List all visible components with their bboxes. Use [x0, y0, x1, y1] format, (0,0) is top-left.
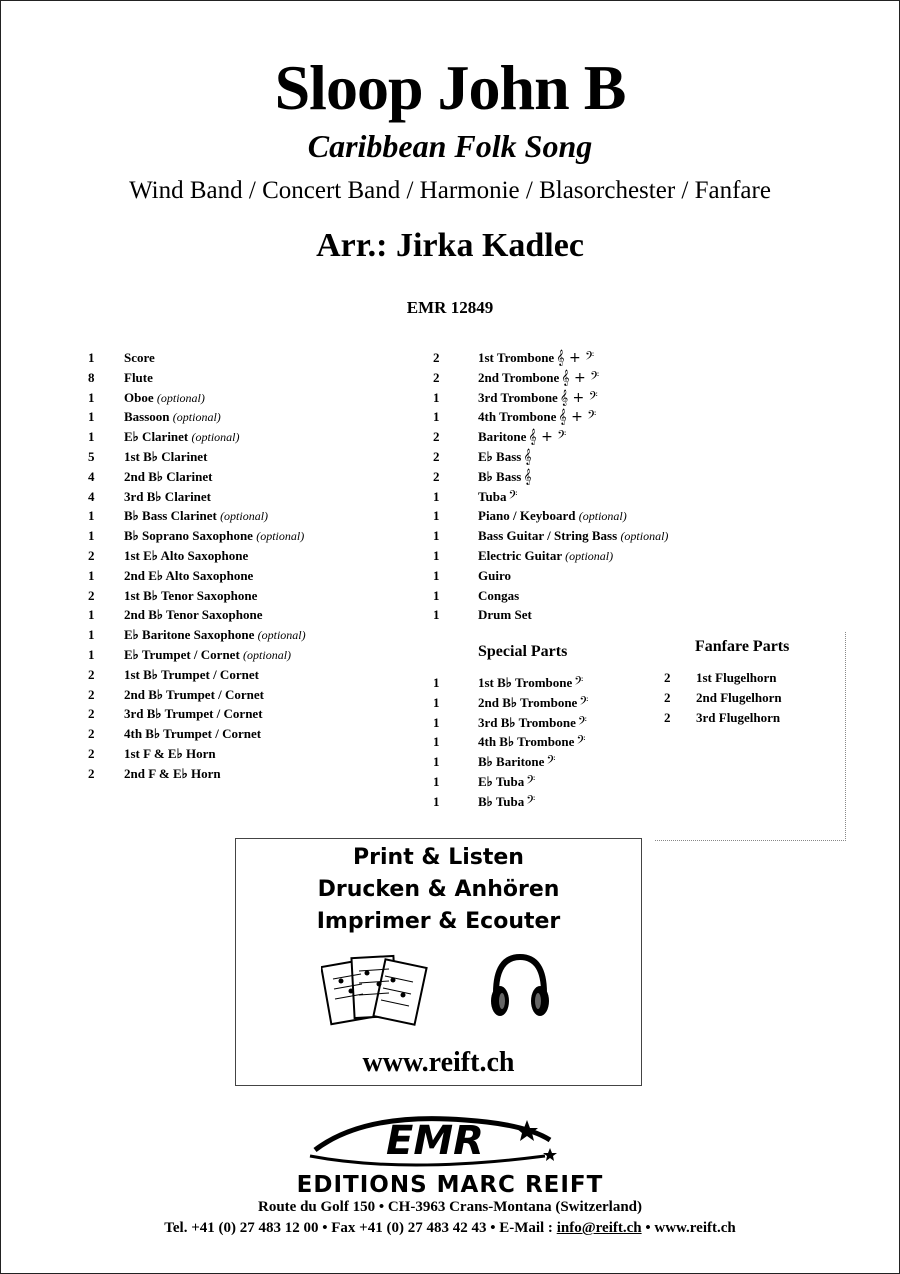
part-name-group [124, 526, 304, 547]
part-name-group [124, 645, 291, 666]
part-quantity: 1 [88, 607, 95, 623]
part-quantity: 1 [433, 694, 440, 710]
part-name-group [478, 605, 532, 625]
part-name: B♭ Soprano Saxophone [124, 528, 253, 544]
part-name-group [124, 685, 264, 705]
headphones-icon [488, 951, 552, 1021]
clef-icon: 𝄢 [577, 714, 587, 731]
part-quantity: 1 [433, 754, 440, 770]
part-name-group [478, 388, 598, 409]
part-name: 2nd E♭ Alto Saxophone [124, 567, 254, 583]
part-quantity: 1 [433, 528, 440, 544]
part-name-group [124, 368, 153, 388]
part-quantity: 1 [433, 508, 440, 524]
website-link[interactable]: www.reift.ch [362, 1047, 515, 1078]
part-name: 1st F & E♭ Horn [124, 745, 216, 761]
clef-icon: 𝄢 [546, 754, 556, 771]
part-name-group [124, 407, 221, 428]
part-name-group [478, 586, 519, 606]
part-name-group [124, 665, 259, 685]
print-listen-de: Drucken & Anhören [317, 877, 560, 902]
part-quantity: 1 [433, 675, 440, 690]
part-quantity: 1 [88, 528, 95, 544]
part-quantity: 2 [664, 670, 671, 685]
part-name: 1st Trombone [478, 350, 555, 365]
part-name-group [478, 713, 587, 734]
part-name-group [124, 704, 263, 724]
part-quantity: 1 [88, 429, 95, 445]
part-name-group [478, 752, 555, 773]
part-quantity: 1 [88, 646, 95, 662]
part-name-group [124, 764, 221, 784]
fanfare-parts-box [655, 632, 846, 841]
part-name-group [124, 388, 205, 409]
optional-note: (optional) [565, 548, 614, 563]
part-name-group [478, 427, 566, 448]
part-name-group [124, 348, 155, 368]
optional-note: (optional) [257, 628, 306, 643]
part-name-group [478, 467, 532, 488]
clef-icon: 𝄢 [576, 734, 586, 751]
part-name-group [124, 586, 257, 606]
part-quantity: 5 [88, 448, 95, 464]
email-link[interactable]: info@reift.ch [556, 1220, 642, 1236]
publisher-name: EDITIONS MARC REIFT [296, 1172, 604, 1198]
part-quantity: 2 [664, 689, 671, 705]
arranger: Arr.: Jirka Kadlec [316, 227, 584, 264]
piece-subtitle: Caribbean Folk Song [307, 128, 593, 164]
part-quantity: 1 [433, 793, 440, 809]
part-quantity: 2 [88, 547, 95, 563]
part-quantity: 1 [433, 409, 440, 425]
part-name-group [478, 368, 599, 389]
clef-icon: 𝄞 + 𝄢 [528, 429, 567, 446]
part-name: Bassoon [124, 409, 170, 425]
part-quantity: 1 [433, 734, 440, 750]
optional-note: (optional) [191, 430, 240, 445]
clef-icon: 𝄢 [574, 675, 584, 691]
clef-icon: 𝄢 [526, 773, 536, 790]
clef-icon: 𝄞 + 𝄢 [561, 369, 600, 386]
part-quantity: 1 [433, 607, 440, 623]
part-quantity: 1 [433, 773, 440, 789]
part-name: 3rd Flugelhorn [696, 709, 781, 725]
part-name-group [478, 566, 511, 586]
clef-icon: 𝄞 [523, 448, 532, 465]
sheet-music-icon [321, 951, 431, 1031]
part-name: E♭ Clarinet [124, 429, 189, 445]
optional-note: (optional) [156, 390, 205, 405]
part-name: 2nd B♭ Clarinet [124, 468, 213, 484]
part-name: 3rd B♭ Trombone [478, 714, 576, 730]
print-listen-en: Print & Listen [353, 845, 524, 870]
part-name-group [478, 348, 594, 369]
part-name: 2nd B♭ Trombone [478, 694, 578, 710]
optional-note: (optional) [620, 529, 669, 544]
emr-logo [305, 1110, 565, 1172]
part-name: Tuba [478, 488, 507, 504]
part-name: Guiro [478, 567, 511, 583]
part-name: B♭ Bass Clarinet [124, 508, 217, 524]
part-quantity: 1 [433, 714, 440, 730]
part-name: E♭ Trumpet / Cornet [124, 646, 240, 662]
part-quantity: 1 [88, 627, 95, 643]
part-quantity: 2 [433, 350, 440, 365]
part-name-group [124, 487, 211, 507]
part-name-group [696, 688, 782, 708]
part-name-group [124, 724, 261, 744]
part-name: E♭ Baritone Saxophone [124, 627, 255, 643]
part-name: Baritone [478, 429, 527, 445]
part-quantity: 1 [433, 587, 440, 603]
catalog-number: EMR 12849 [406, 298, 494, 317]
part-quantity: 1 [88, 389, 95, 405]
part-name: E♭ Bass [478, 448, 522, 464]
part-name-group [696, 708, 780, 728]
clef-icon: 𝄞 + 𝄢 [559, 389, 598, 406]
part-name: Flute [124, 369, 153, 385]
part-name-group [478, 447, 532, 468]
logo-text: EMR [386, 1118, 484, 1164]
part-name-group [124, 625, 306, 646]
part-quantity: 2 [433, 369, 440, 385]
part-name: 1st E♭ Alto Saxophone [124, 547, 249, 563]
publisher-contact: Tel. +41 (0) 27 483 12 00 • Fax +41 (0) 27 483 42 43 • E-Mail : info@reift.ch • www.reift.ch [164, 1220, 736, 1236]
part-quantity: 2 [88, 666, 95, 682]
part-name-group [478, 487, 517, 508]
part-quantity: 1 [433, 547, 440, 563]
part-quantity: 1 [433, 567, 440, 583]
optional-note: (optional) [220, 509, 269, 524]
part-quantity: 1 [433, 488, 440, 504]
part-name-group [478, 772, 535, 793]
part-name: B♭ Baritone [478, 754, 545, 770]
part-quantity: 1 [433, 389, 440, 405]
part-name: 4th Trombone [478, 409, 557, 425]
part-name: Drum Set [478, 607, 532, 623]
part-name-group [124, 605, 262, 625]
part-name: B♭ Bass [478, 468, 522, 484]
part-name-group [478, 526, 668, 547]
part-name-group [124, 566, 253, 586]
part-name: 1st Flugelhorn [696, 670, 777, 685]
part-name: Congas [478, 587, 520, 603]
part-name-group [478, 506, 627, 527]
part-name: 1st B♭ Tenor Saxophone [124, 587, 258, 603]
part-quantity: 1 [88, 508, 95, 524]
part-quantity: 2 [88, 686, 95, 702]
part-name: Oboe [124, 389, 154, 405]
part-quantity: 1 [88, 409, 95, 425]
part-name-group [478, 693, 588, 714]
print-listen-fr: Imprimer & Ecouter [316, 909, 561, 934]
part-quantity: 2 [433, 468, 440, 484]
part-quantity: 2 [433, 448, 440, 464]
part-name-group [124, 427, 240, 448]
part-name: B♭ Tuba [478, 793, 525, 809]
part-name: 1st B♭ Trumpet / Cornet [124, 666, 259, 682]
part-name: 2nd Flugelhorn [696, 689, 782, 705]
clef-icon: 𝄢 [526, 793, 536, 810]
part-name: E♭ Tuba [478, 773, 525, 789]
part-name: Score [124, 350, 155, 365]
part-quantity: 1 [88, 567, 95, 583]
part-name-group [124, 447, 207, 467]
special-parts-heading: Special Parts [478, 643, 568, 660]
part-quantity: 2 [88, 587, 95, 603]
optional-note: (optional) [256, 529, 305, 544]
part-quantity: 1 [88, 350, 95, 365]
publisher-address: Route du Golf 150 • CH-3963 Crans-Montana (Switzerland) [258, 1199, 642, 1215]
clef-icon: 𝄞 [523, 468, 532, 485]
part-name-group [696, 668, 777, 688]
part-name-group [478, 546, 613, 567]
part-name-group [478, 407, 596, 428]
part-name: 2nd F & E♭ Horn [124, 765, 221, 781]
clef-icon: 𝄞 + 𝄢 [556, 350, 595, 366]
part-name-group [478, 673, 583, 694]
part-quantity: 2 [88, 765, 95, 781]
print-listen-box [235, 838, 642, 1086]
fanfare-parts-heading: Fanfare Parts [695, 638, 790, 655]
part-name: 3rd B♭ Trumpet / Cornet [124, 706, 263, 722]
part-name-group [124, 506, 268, 527]
part-quantity: 4 [88, 468, 95, 484]
clef-icon: 𝄢 [508, 488, 518, 505]
part-quantity: 2 [88, 745, 95, 761]
part-name: 4th B♭ Trombone [478, 734, 575, 750]
part-name: 1st B♭ Clarinet [124, 448, 208, 464]
part-quantity: 2 [664, 709, 671, 725]
part-name: 2nd B♭ Trumpet / Cornet [124, 686, 264, 702]
part-name: 2nd B♭ Tenor Saxophone [124, 607, 263, 623]
piece-title: Sloop John B [274, 52, 626, 123]
part-name-group [124, 744, 216, 764]
part-quantity: 4 [88, 488, 95, 504]
optional-note: (optional) [172, 410, 221, 425]
part-quantity: 2 [433, 429, 440, 445]
clef-icon: 𝄢 [579, 694, 589, 711]
part-quantity: 2 [88, 726, 95, 742]
part-name: 1st B♭ Trombone [478, 675, 573, 690]
part-name: Electric Guitar [478, 547, 562, 563]
ensemble-line: Wind Band / Concert Band / Harmonie / Blasorchester / Fanfare [129, 177, 771, 204]
part-name: Bass Guitar / String Bass [478, 528, 618, 544]
part-name: 3rd Trombone [478, 389, 558, 405]
part-quantity: 8 [88, 369, 95, 385]
clef-icon: 𝄞 + 𝄢 [558, 409, 597, 426]
optional-note: (optional) [578, 509, 627, 524]
part-name-group [478, 792, 535, 813]
part-name: Piano / Keyboard [478, 508, 576, 524]
part-quantity: 2 [88, 706, 95, 722]
part-name-group [478, 732, 585, 753]
part-name-group [124, 467, 212, 487]
part-name: 3rd B♭ Clarinet [124, 488, 212, 504]
optional-note: (optional) [243, 647, 292, 662]
part-name: 4th B♭ Trumpet / Cornet [124, 726, 262, 742]
part-name-group [124, 546, 248, 566]
part-name: 2nd Trombone [478, 369, 560, 385]
